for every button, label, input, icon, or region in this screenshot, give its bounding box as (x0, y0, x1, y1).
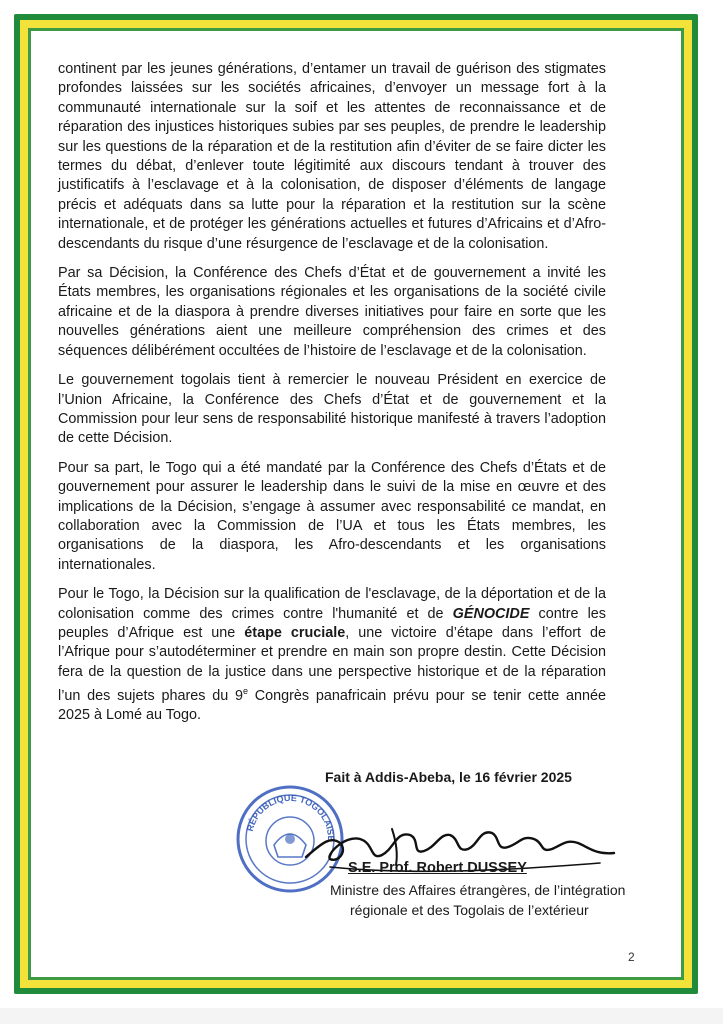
body-paragraph (58, 60, 606, 254)
body-paragraph (58, 585, 606, 726)
viewer-bottom-strip (0, 1008, 723, 1024)
paragraph-text: Par sa Décision, la Conférence des Chefs d’État et de gouvernement a invité les États membres, les organisations régionales et les organisations de la société civile africaine et de la diaspora à prendre diverses initiatives pour faire en sorte que les nouvelles générations aient une meilleure compréhension des crimes et des séquences délibérément occultées de l’histoire de l’esclavage et de la colonisation. (58, 265, 606, 359)
page-number: 2 (628, 950, 635, 964)
paragraph-text: Le gouvernement togolais tient à remercier le nouveau Président en exercice de l’Union Africaine, la Conférence des Chefs d’État et de gouvernement et la Commission pour leur sens de responsabilité historique manifesté à travers l’adoption de cette Décision. (58, 372, 606, 447)
emphasis-bold: étape cruciale (244, 624, 346, 641)
signature-date-line: Fait à Addis-Abeba, le 16 février 2025 (325, 769, 572, 785)
paragraph-text: Congrès panafricain prévu pour se tenir cette année 2025 à Lomé au Togo. (58, 687, 606, 724)
ordinal-superscript: e (242, 686, 248, 697)
paragraph-text: continent par les jeunes générations, d’entamer un travail de guérison des stigmates profondes laissées sur les sociétés africaines, d’envoyer un message fort à la communauté internationale sur la soif et les attentes de reconnaissance et de réparation des injustices historiques subies par ses peuples, de prendre le leadership sur les questions de la réparation et de la restitution afin d’éviter de se faire dicter les termes du débat, d’enlever toute légitimité aux discours tendant à trouver des justificatifs à l’esclavage et à la colonisation, de disposer d’éléments de langage précis et adéquats dans sa lutte pour la réparation et la restitution sur la scène internationale, et de protéger les générations actuelles et futures d’Africains et d’Afro-descendants du risque d’une résurgence de l’esclavage et de la colonisation. (58, 61, 606, 252)
paragraph-text: Pour le Togo, la Décision sur la qualification de l'esclavage, de la déportation et de la colonisation comme des crimes contre l'humanité et de (58, 586, 606, 622)
emphasis-genocide: GÉNOCIDE (452, 605, 530, 622)
paragraph-text: , une victoire d’étape dans l’effort de l’Afrique pour s’autodéterminer et prendre en main son propre destin. Cette Décision fera de la question de la justice dans une perspective historique et de la réparation l’un des sujets phares du 9 (58, 624, 606, 704)
signatory-name: S.E. Prof. Robert DUSSEY (348, 860, 527, 876)
svg-text:RÉPUBLIQUE TOGOLAISE: RÉPUBLIQUE TOGOLAISE (244, 792, 337, 842)
body-paragraph (58, 264, 606, 361)
paragraph-text: contre les peuples d’Afrique est une (58, 605, 607, 641)
body-paragraph (58, 459, 606, 575)
signature-block (230, 755, 626, 955)
document-body (58, 60, 606, 736)
paragraph-text: Pour sa part, le Togo qui a été mandaté par la Conférence des Chefs d’États et de gouvernement pour assurer le leadership dans le suivi de la mise en œuvre et des implications de la Décision, s’engage à assumer avec responsabilité ce mandat, en collaboration avec la Commission de l’UA et tous les États membres, les organisations de la diaspora, les Afro-descendants et les organisations internationales. (58, 459, 606, 573)
signatory-title-line-1: Ministre des Affaires étrangères, de l’intégration (330, 882, 626, 898)
signatory-title-line-2: régionale et des Togolais de l’extérieur (350, 902, 589, 918)
body-paragraph (58, 371, 606, 449)
